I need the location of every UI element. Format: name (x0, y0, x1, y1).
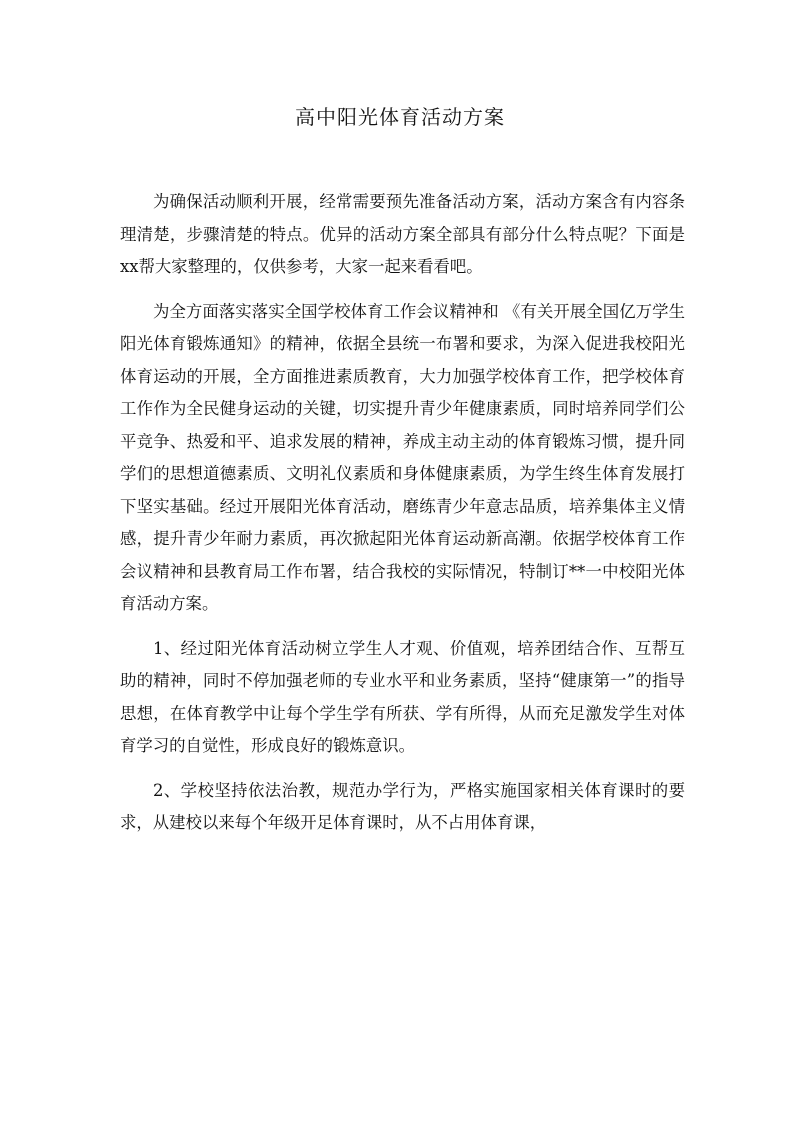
paragraph-intro: 为确保活动顺利开展，经常需要预先准备活动方案，活动方案含有内容条理清楚，步骤清楚的特点。优异的活动方案全部具有部分什么特点呢？下面是xx帮大家整理的，仅供参考，大家一起来看看吧。 (120, 192, 685, 276)
paragraph-item-2: 2、学校坚持依法治教，规范办学行为，严格实施国家相关体育课时的要求，从建校以来每个年级开足体育课时，从不占用体育课， (120, 780, 685, 832)
document-body (120, 186, 685, 852)
document-title: 高中阳光体育活动方案 (295, 105, 505, 129)
paragraph-item-1: 1、经过阳光体育活动树立学生人才观、价值观，培养团结合作、互帮互助的精神，同时不停加强老师的专业水平和业务素质，坚持“健康第一”的指导思想，在体育教学中让每个学生学有所获、学有所得，从而充足激发学生对体育学习的自觉性，形成良好的锻炼意识。 (120, 638, 685, 755)
paragraph-background: 为全方面落实落实全国学校体育工作会议精神和 《有关开展全国亿万学生阳光体育锻炼通知》的精神，依据全县统一布署和要求，为深入促进我校阳光体育运动的开展，全方面推进素质教育，大力加强学校体育工作，把学校体育工作作为全民健身运动的关键，切实提升青少年健康素质，同时培养同学们公平竞争、热爱和平、追求发展的精神，养成主动主动的体育锻炼习惯，提升同学们的思想道德素质、文明礼仪素质和身体健康素质，为学生终生体育发展打下坚实基础。经过开展阳光体育活动，磨练青少年意志品质，培养集体主义情感，提升青少年耐力素质，再次掀起阳光体育运动新高潮。依据学校体育工作会议精神和县教育局工作布署，结合我校的实际情况，特制订**一中校阳光体育活动方案。 (120, 301, 685, 613)
